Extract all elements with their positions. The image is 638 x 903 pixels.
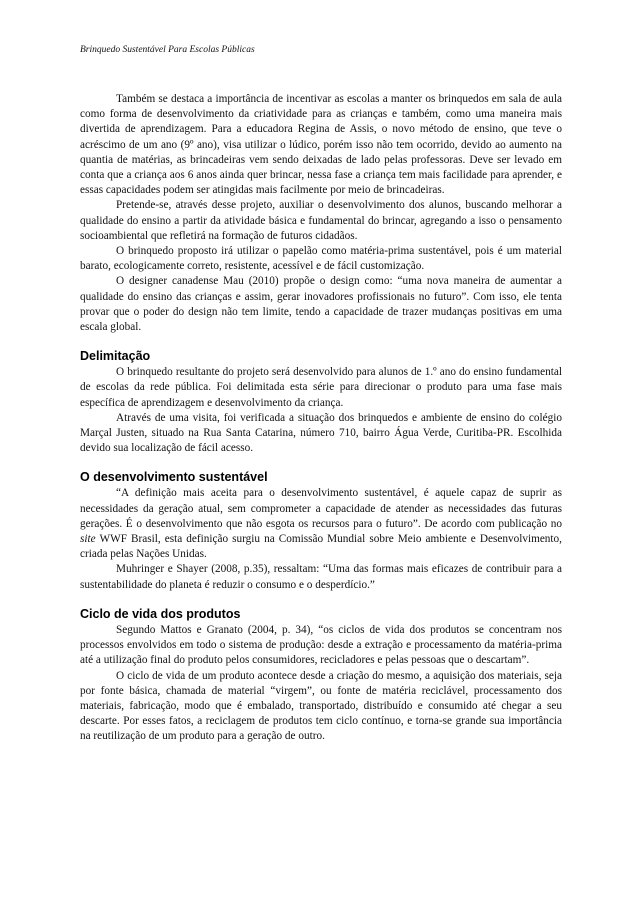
- text-run: WWF Brasil, esta definição surgiu na Comissão Mundial sobre Meio ambiente e Desenvolvimento, criada pelas Nações Unidas.: [80, 533, 562, 561]
- ciclo-section: [80, 607, 562, 745]
- paragraph: Pretende-se, através desse projeto, auxiliar o desenvolvimento dos alunos, buscando melhorar a qualidade do ensino a partir da atividade básica e fundamental do brincar, agregando a isso o pensamento socioambiental que refletirá na formação de futuros cidadãos.: [80, 199, 562, 242]
- desenvolvimento-section: [80, 470, 562, 592]
- paragraph: Muhringer e Shayer (2008, p.35), ressaltam: “Uma das formas mais eficazes de contribuir para a sustentabilidade do planeta é reduzir o consumo e o desperdício.”: [80, 563, 562, 591]
- paragraph: Segundo Mattos e Granato (2004, p. 34), “os ciclos de vida dos produtos se concentram nos processos envolvidos em todo o sistema de produção: desde a extração e processamento da matéria-prima até a utilização final do produto pelos consumidores, recicladores e pelas pessoas que o descartam”.: [80, 623, 562, 667]
- paragraph: O ciclo de vida de um produto acontece desde a criação do mesmo, a aquisição dos materiais, seja por fonte básica, chamada de material “virgem”, ou fonte de matéria reciclável, processamento dos materiais, fabricação, modo que é embalado, transportado, distribuído e consumido até chegar a seu descarte. Por esses fatos, a reciclagem de produtos tem ciclo contínuo, e torna-se grande sua importância na reutilização de um produto para a geração de outro.: [80, 669, 562, 743]
- paragraph: O brinquedo proposto irá utilizar o papelão como matéria-prima sustentável, pois é um material barato, ecologicamente correto, resistente, acessível e de fácil customização.: [80, 245, 562, 273]
- section-heading: Ciclo de vida dos produtos: [80, 606, 241, 621]
- text-run: “A definição mais aceita para o desenvolvimento sustentável, é aquele capaz de suprir as necessidades da geração atual, sem comprometer a capacidade de atender as necessidades das futuras gerações. É o desenvolvimento que não esgota os recursos para o futuro”. De acordo com publicação no: [80, 487, 562, 530]
- delimitacao-section: [80, 349, 562, 456]
- italic-word: site: [80, 533, 96, 546]
- paragraph: Também se destaca a importância de incentivar as escolas a manter os brinquedos em sala de aula como forma de desenvolvimento da criatividade para as crianças e também, como uma maneira mais divertida de aprendizagem. Para a educadora Regina de Assis, o novo método de ensino, que teve o acréscimo de um ano (9º ano), visa utilizar o lúdico, porém isso não tem ocorrido, devido ao aumento na quantia de matérias, as brincadeiras vem sendo deixadas de lado pelas professoras. Deve ser levado em conta que a criança aos 6 anos ainda quer brincar, nessa fase a criança tem mais facilidade para aprender, e essas capacidades podem ser atingidas mais facilmente por meio de brincadeiras.: [80, 93, 562, 197]
- intro-section: [80, 92, 562, 335]
- paragraph: O designer canadense Mau (2010) propõe o design como: “uma nova maneira de aumentar a qualidade do ensino das crianças e assim, gerar inovadores profissionais no futuro”. Com isso, ele tenta provar que o poder do design não tem limite, tendo a capacidade de trazer mudanças positivas em uma escala global.: [80, 275, 562, 334]
- paragraph: [80, 486, 562, 562]
- section-heading: O desenvolvimento sustentável: [80, 470, 268, 485]
- paragraph: Através de uma visita, foi verificada a situação dos brinquedos e ambiente de ensino do colégio Marçal Justen, situado na Rua Santa Catarina, número 710, bairro Água Verde, Curitiba-PR. Escolhida devido sua localização de fácil acesso.: [80, 411, 562, 455]
- paragraph: O brinquedo resultante do projeto será desenvolvido para alunos de 1.º ano do ensino fundamental de escolas da rede pública. Foi delimitada esta série para direcionar o produto para uma fase mais específica de aprendizagem e desenvolvimento da criança.: [80, 366, 562, 409]
- running-header: Brinquedo Sustentável Para Escolas Públicas: [80, 45, 255, 55]
- section-heading: Delimitação: [80, 349, 151, 364]
